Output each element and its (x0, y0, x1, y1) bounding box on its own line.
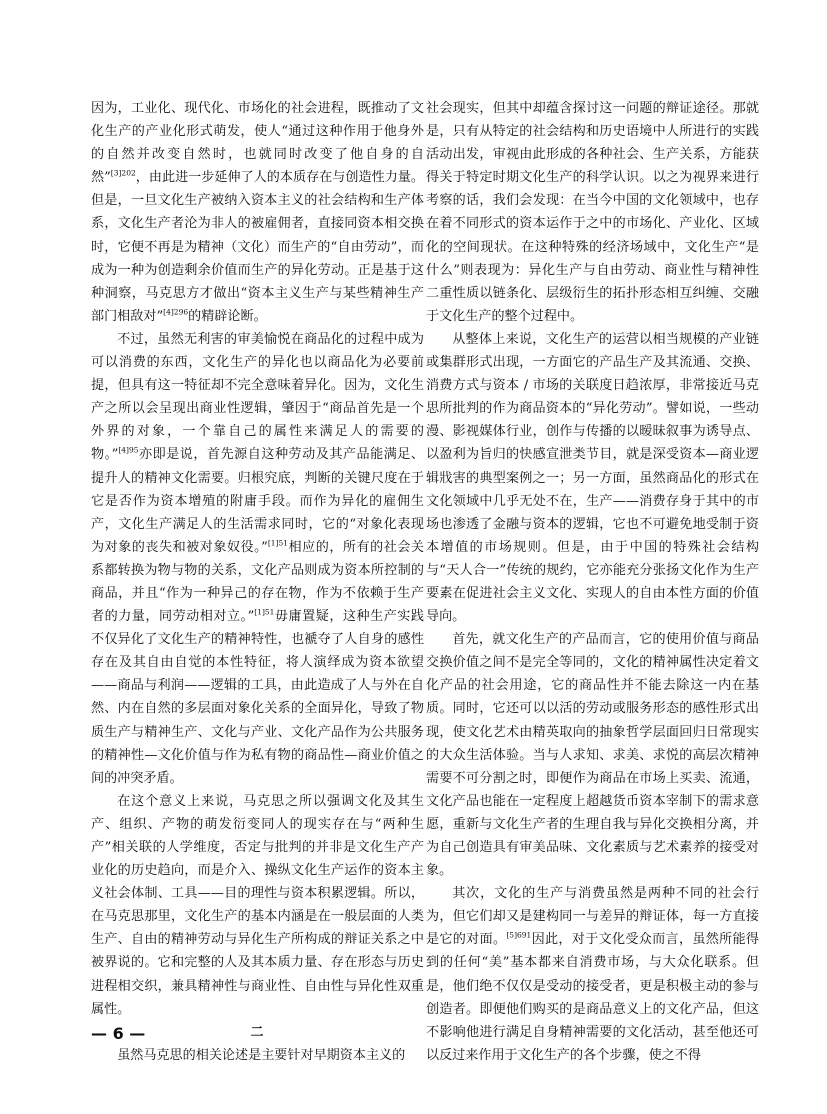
paragraph: 社会现实，但其中却蕴含探讨这一问题的辩证途径。那就是，只有从特定的社会结构和历史语境中人所进行的实践活动出发，审视由此形成的各种社会、生产关系，方能获得关于特定时期文化生产的科学认识。以之为视界来进行考察的话，我们会发现：在当今中国的文化领域中，也存在着不同形式的资本运作于之中的市场化、产业化、区域化的空间现状。在这种特殊的经济场域中，文化生产“是什么”则表现为：异化生产与自由劳动、商业性与精神性二重性质以链条化、层级衍生的拓扑形态相互纠缠、交融于文化生产的整个过程中。 (426, 101, 759, 324)
citation-ref: [5]691 (506, 931, 532, 941)
left-column (91, 97, 424, 1067)
paragraph: 从整体上来说，文化生产的运营以相当规模的产业链或集群形式出现，一方面它的产品生产及其流通、交换、消费方式与资本 / 市场的关联度日趋浓厚，非常接近马克思所批判的作为商品资本的“异化劳动”。譬如说，一些动漫、影视媒体行业，创作与传播的以暧昧叙事为诱导点、以盈利为旨归的快感宣泄类节目，就是深受资本—商业逻辑戕害的典型案例之一；另一方面，虽然商品化的形式在文化领域中几乎无处不在，生产——消费存身于其中的市场也渗透了金融与资本的逻辑，它也不可避免地受制于资本增值的市场规则。但是，由于中国的特殊社会结构与“天人合一”传统的规约，它亦能充分张扬文化作为生产要素在促进社会主义文化、实现人的自由本性方面的价值导向。 (426, 331, 759, 625)
paragraph: 首先，就文化生产的产品而言，它的使用价值与商品交换价值之间不是完全等同的，文化的精神属性决定着文化产品的社会用途，它的商品性并不能去除这一内在基质。同时，它还可以以活的劳动或服务形态的感性形式出现，使文化艺术由精英取向的抽象哲学层面回归日常现实的大众生活体验。当与人求知、求美、求悦的高层次精神需要不可分割之时，即便作为商品在市场上买卖、流通，文化产品也能在一定程度上超越货币资本宰制下的需求意愿，重新与文化生产者的生理自我与异化交换相分离，并为自己创造具有审美品味、文化素质与艺术素养的接受对象。 (426, 632, 759, 879)
paragraph: 不过，虽然无利害的审美愉悦在商品化的过程中成为可以消费的东西，文化生产的异化也以商品化为必要前提，但具有这一特征却不完全意味着异化。因为，文化生产之所以会呈现出商业性逻辑，肇因于“商品首先是一个外界的对象，一个靠自己的属性来满足人的需要的物。”$^{[4]95}$亦即是说，首先源自这种劳动及其产品能满足、提升人的精神文化需要。归根究底，判断的关键尺度在于它是否作为资本增殖的附庸手段。而作为异化的雇佣生产，文化生产满足人的生活需求同时，它的“对象化表现为对象的丧失和被对象奴役。”$^{[1]51}$相应的，所有的社会关系都转换为物与物的关系，文化产品则成为资本所控制的商品，并且“作为一种异己的存在物，作为不依赖于生产者的力量，同劳动相对立。”$^{[1]51}$毋庸置疑，这种生产实践不仅异化了文化生产的精神特性，也褫夺了人自身的感性存在及其自由自觉的本性特征，将人演绎成为资本欲望——商品与利润——逻辑的工具，由此造成了人与外在自然、内在自然的多层面对象化关系的全面异化，导致了物质生产与精神生产、文化与产业、文化产品作为公共服务的精神性—文化价值与作为私有物的商品性—商业价值之间的冲突矛盾。 (91, 331, 424, 786)
citation-ref: [1]51 (267, 538, 289, 548)
citation-ref: [1]51 (254, 607, 275, 617)
paragraph: 因为，工业化、现代化、市场化的社会进程，既推动了文化生产的产业化形式萌发，使人“通过这种作用于他身外的自然并改变自然时，也就同时改变了他自身的自然”$^{[3]202}$，由此进一步延伸了人的本质存在与创造性力量。但是，一旦文化生产被纳入资本主义的社会结构和生产体系，文化生产者沦为非人的被雇佣者，直接同资本相交换时，它便不再是为精神（文化）而生产的“自由劳动”，而成为一种为创造剩余价值而生产的异化劳动。正是基于这种洞察，马克思方才做出“资本主义生产与某些精神生产部门相敌对”$^{[4]296}$的精辟论断。 (91, 101, 424, 324)
citation-ref: [4]296 (163, 307, 189, 317)
paragraph: 在这个意义上来说，马克思之所以强调文化及其生产、组织、产物的萌发衍变同人的现实存在与“两种生产”相关联的人学维度，否定与批判的并非是文化生产产业化的历史趋向，而是介入、操纵文化生产运作的资本主义社会体制、工具——目的理性与资本积累逻辑。所以，在马克思那里，文化生产的基本内涵是在一般层面的人类生产、自由的精神劳动与异化生产所构成的辩证关系之中被界说的。它和完整的人及其本质力量、存在形态与历史进程相交织，兼具精神性与商业性、自由性与异化性双重属性。 (91, 793, 424, 1017)
citation-ref: [4]95 (118, 446, 139, 456)
right-column (426, 97, 759, 1067)
page-number: — 6 — (91, 1024, 146, 1043)
paragraph: 其次，文化的生产与消费虽然是两种不同的社会行为，但它们却又是建构同一与差异的辩证体，每一方直接是它的对面。$^{[5]691}$因此，对于文化受众而言，虽然所能得到的任何“美”基本都来自消费市场，与大众化联系。但是，他们绝不仅仅是受动的接受者，更是积极主动的参与创造者。即便他们购买的是商品意义上的文化产品，但这不影响他进行满足自身精神需要的文化活动，甚至他还可以反过来作用于文化生产的各个步骤，使之不得 (426, 886, 760, 1063)
paragraph: 虽然马克思的相关论述是主要针对早期资本主义的 (117, 1047, 406, 1063)
section-heading: 二 (250, 1024, 265, 1040)
citation-ref: [3]202 (110, 168, 136, 178)
